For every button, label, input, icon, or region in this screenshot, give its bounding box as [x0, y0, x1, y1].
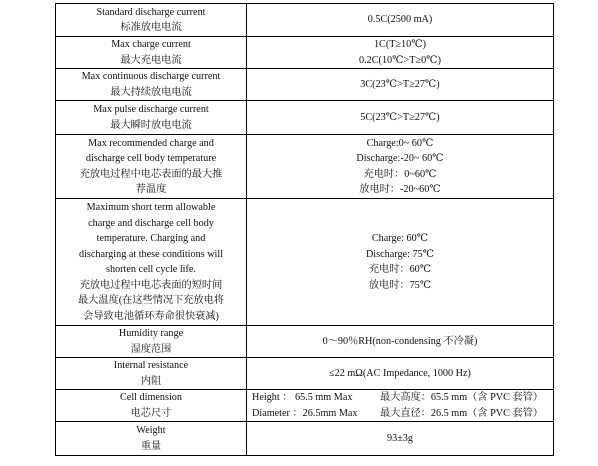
- spec-label-cell: [56, 4, 247, 37]
- label-line: discharge cell body temperature: [85, 153, 217, 164]
- label-zh: 最大瞬时放电电流: [110, 119, 192, 131]
- label-en: Max continuous discharge current: [81, 71, 221, 82]
- spec-label-cell: [56, 135, 247, 199]
- label-line: temperature. Charging and: [96, 233, 206, 244]
- label-en: Internal resistance: [113, 360, 189, 371]
- label-en: Max pulse discharge current: [93, 104, 209, 115]
- label-line: charge and discharge cell body: [88, 217, 214, 229]
- spec-value-cell: [247, 199, 554, 326]
- spec-label-cell: [56, 422, 247, 456]
- table-row: [56, 135, 554, 199]
- dimension-en: Height ： 65.5 mm Max: [252, 392, 353, 403]
- value-line: 1C(T≥10℃): [373, 39, 427, 50]
- table-row: [56, 199, 554, 326]
- table-row: [56, 4, 554, 37]
- spec-value-cell: [247, 37, 554, 69]
- spec-value-cell: [247, 422, 554, 456]
- spec-value-cell: [247, 101, 554, 135]
- value-line: 充电时：60℃: [368, 264, 432, 275]
- dimension-zh: 最大直径：26.5 mm（含 PVC 套管）: [380, 407, 544, 419]
- label-line: 会导致电池循环寿命很快衰减): [83, 310, 219, 322]
- dimension-zh: 最大高度：65.5 mm（含 PVC 套管）: [380, 392, 544, 403]
- value-line: 0.5C(2500 mA): [367, 14, 433, 26]
- dimension-line: [250, 406, 550, 422]
- dimension-en: Diameter ：26.5mm Max: [252, 407, 358, 419]
- value-line: 0～90％RH(non-condensing 不冷凝): [322, 335, 478, 347]
- dimension-line: [250, 390, 550, 406]
- table-row: [56, 390, 554, 422]
- value-line: 充电时：0~60℃: [363, 168, 437, 180]
- spec-value-cell: [247, 4, 554, 37]
- label-line: discharging at these conditions will: [78, 248, 224, 260]
- value-line: Discharge: 75℃: [365, 248, 435, 260]
- spec-label-cell: [56, 326, 247, 358]
- label-zh: 标准放电电流: [120, 22, 182, 33]
- value-line: Discharge:-20~ 60℃: [356, 153, 444, 164]
- table-row: [56, 358, 554, 390]
- spec-label-cell: [56, 101, 247, 135]
- label-line: Maximum short term allowable: [86, 202, 216, 213]
- value-line: Charge: 60℃: [371, 233, 429, 244]
- label-en: Humidity range: [118, 328, 184, 339]
- label-en: Weight: [136, 425, 166, 436]
- value-line: 0.2C(10℃>T≥0℃): [359, 54, 441, 66]
- spec-label-cell: [56, 69, 247, 101]
- value-line: 3C(23℃>T≥27℃): [360, 78, 440, 90]
- value-line: 93±3g: [387, 432, 413, 444]
- table-row: [56, 326, 554, 358]
- value-line: 放电时：-20~60℃: [359, 184, 441, 195]
- label-line: 充放电过程中电芯表面的最大推: [79, 168, 223, 180]
- label-line: shorten cell cycle life.: [106, 264, 196, 275]
- label-line: 充放电过程中电芯表面的短时间: [79, 279, 223, 291]
- label-zh: 最大充电电流: [120, 54, 182, 66]
- label-zh: 内阻: [140, 375, 162, 387]
- spec-label-cell: [56, 37, 247, 69]
- value-line: 放电时：75℃: [368, 279, 432, 291]
- table-row: [56, 69, 554, 101]
- spec-label-cell: [56, 358, 247, 390]
- spec-value-cell: [247, 326, 554, 358]
- label-line: 荐温度: [135, 184, 167, 195]
- spec-value-cell: [247, 390, 554, 422]
- table-row: [56, 37, 554, 69]
- spec-label-cell: [56, 390, 247, 422]
- label-en: Max charge current: [111, 39, 191, 50]
- label-zh: 最大持续放电电流: [110, 86, 192, 98]
- spec-value-cell: [247, 69, 554, 101]
- table-row: [56, 422, 554, 456]
- label-line: 最大温度(在这些情况下充放电将: [77, 295, 225, 306]
- value-line: ≤22 mΩ(AC Impedance, 1000 Hz): [329, 367, 471, 379]
- label-zh: 电芯尺寸: [130, 407, 172, 419]
- label-zh: 重量: [140, 440, 162, 452]
- spec-value-cell: [247, 358, 554, 390]
- table-row: [56, 101, 554, 135]
- specification-table: [55, 3, 554, 456]
- spec-label-cell: [56, 199, 247, 326]
- label-line: Max recommended charge and: [88, 137, 214, 149]
- spec-value-cell: [247, 135, 554, 199]
- label-en: Standard discharge current: [96, 6, 206, 18]
- value-line: 5C(23℃>T≥27℃): [360, 111, 440, 123]
- label-en: Cell dimension: [120, 392, 182, 403]
- value-line: Charge:0~ 60℃: [366, 137, 434, 149]
- label-zh: 湿度范围: [130, 343, 172, 355]
